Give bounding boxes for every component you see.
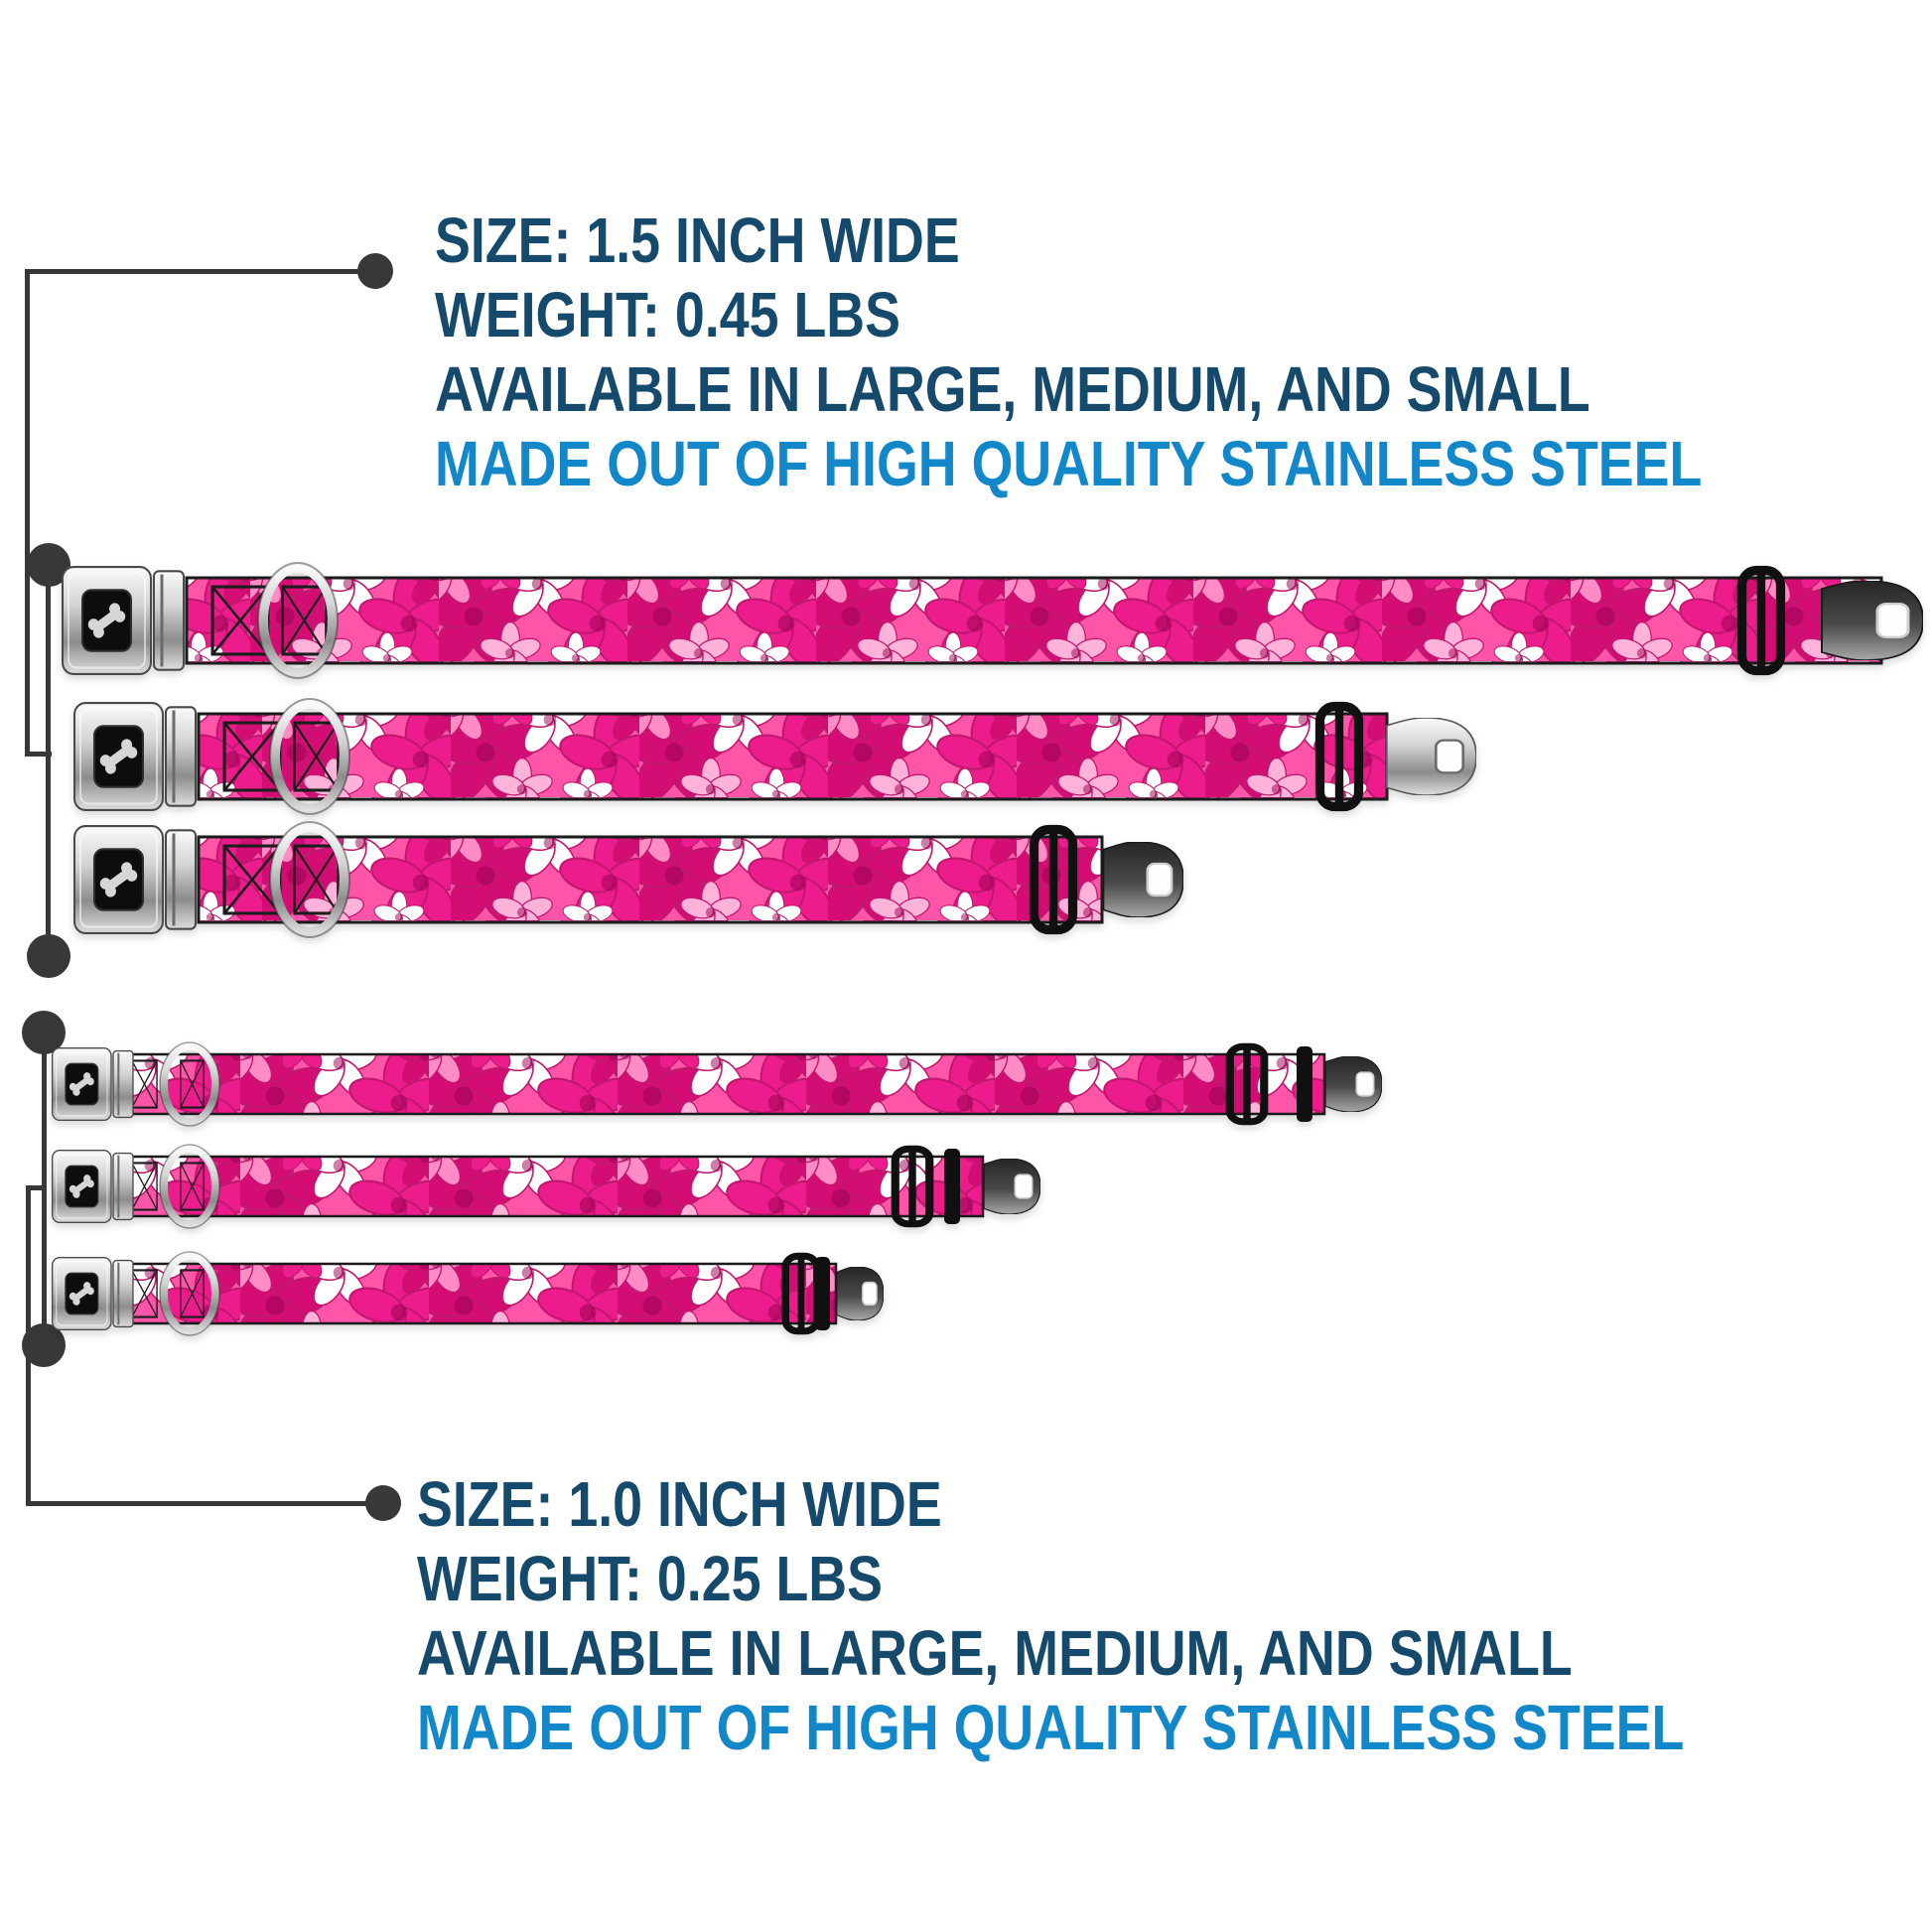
seatbelt-buckle — [53, 1151, 133, 1223]
seatbelt-tongue — [1822, 581, 1923, 660]
seatbelt-tongue — [1325, 1056, 1382, 1112]
collar-strap — [127, 1264, 836, 1323]
spec-weight-line: WEIGHT: 0.45 LBS — [435, 279, 900, 350]
collar-strap — [199, 714, 1387, 799]
seatbelt-buckle — [74, 703, 196, 810]
collar-1-5-medium — [73, 698, 1476, 815]
callout-dot-text-bottom — [365, 1485, 401, 1521]
callout-line-top-horizontal — [25, 269, 375, 274]
spec-material-line: MADE OUT OF HIGH QUALITY STAINLESS STEEL — [417, 1692, 1685, 1763]
seatbelt-buckle — [53, 1048, 133, 1121]
collar-1-0-medium — [52, 1144, 1040, 1229]
callout-dot-group1-bottom — [27, 934, 70, 978]
seatbelt-tongue — [837, 1267, 884, 1320]
spec-size-line: SIZE: 1.0 INCH WIDE — [417, 1468, 942, 1540]
strap-keeper — [944, 1149, 960, 1224]
seatbelt-tongue — [1387, 718, 1476, 795]
callout-line-bottom-horizontal — [26, 1501, 383, 1506]
seatbelt-buckle — [63, 567, 184, 674]
collar-strap — [127, 1054, 1324, 1114]
spec-size-line: SIZE: 1.5 INCH WIDE — [435, 205, 960, 276]
spec-availability-line: AVAILABLE IN LARGE, MEDIUM, AND SMALL — [417, 1617, 1573, 1689]
spec-material-line: MADE OUT OF HIGH QUALITY STAINLESS STEEL — [435, 428, 1703, 499]
collar-1-0-small — [52, 1251, 884, 1336]
callout-line-top-vertical — [25, 269, 30, 757]
collar-1-5-large — [62, 562, 1926, 679]
collar-1-5-small — [73, 821, 1183, 938]
seatbelt-buckle — [53, 1258, 133, 1330]
callout-dot-text-top — [357, 253, 393, 289]
spec-block-1-5-inch — [435, 204, 1932, 501]
seatbelt-tongue — [1104, 842, 1183, 917]
collar-strap — [187, 578, 1881, 663]
seatbelt-tongue — [984, 1159, 1040, 1214]
spec-availability-line: AVAILABLE IN LARGE, MEDIUM, AND SMALL — [435, 353, 1590, 425]
callout-line-group1-span — [46, 565, 51, 956]
strap-keeper — [1297, 1046, 1312, 1122]
spec-block-1-0-inch — [417, 1467, 1925, 1765]
strap-keeper — [815, 1257, 830, 1330]
collar-1-0-large — [52, 1041, 1382, 1127]
seatbelt-buckle — [74, 826, 196, 933]
spec-weight-line: WEIGHT: 0.25 LBS — [417, 1543, 883, 1614]
collar-strap — [127, 1157, 983, 1216]
